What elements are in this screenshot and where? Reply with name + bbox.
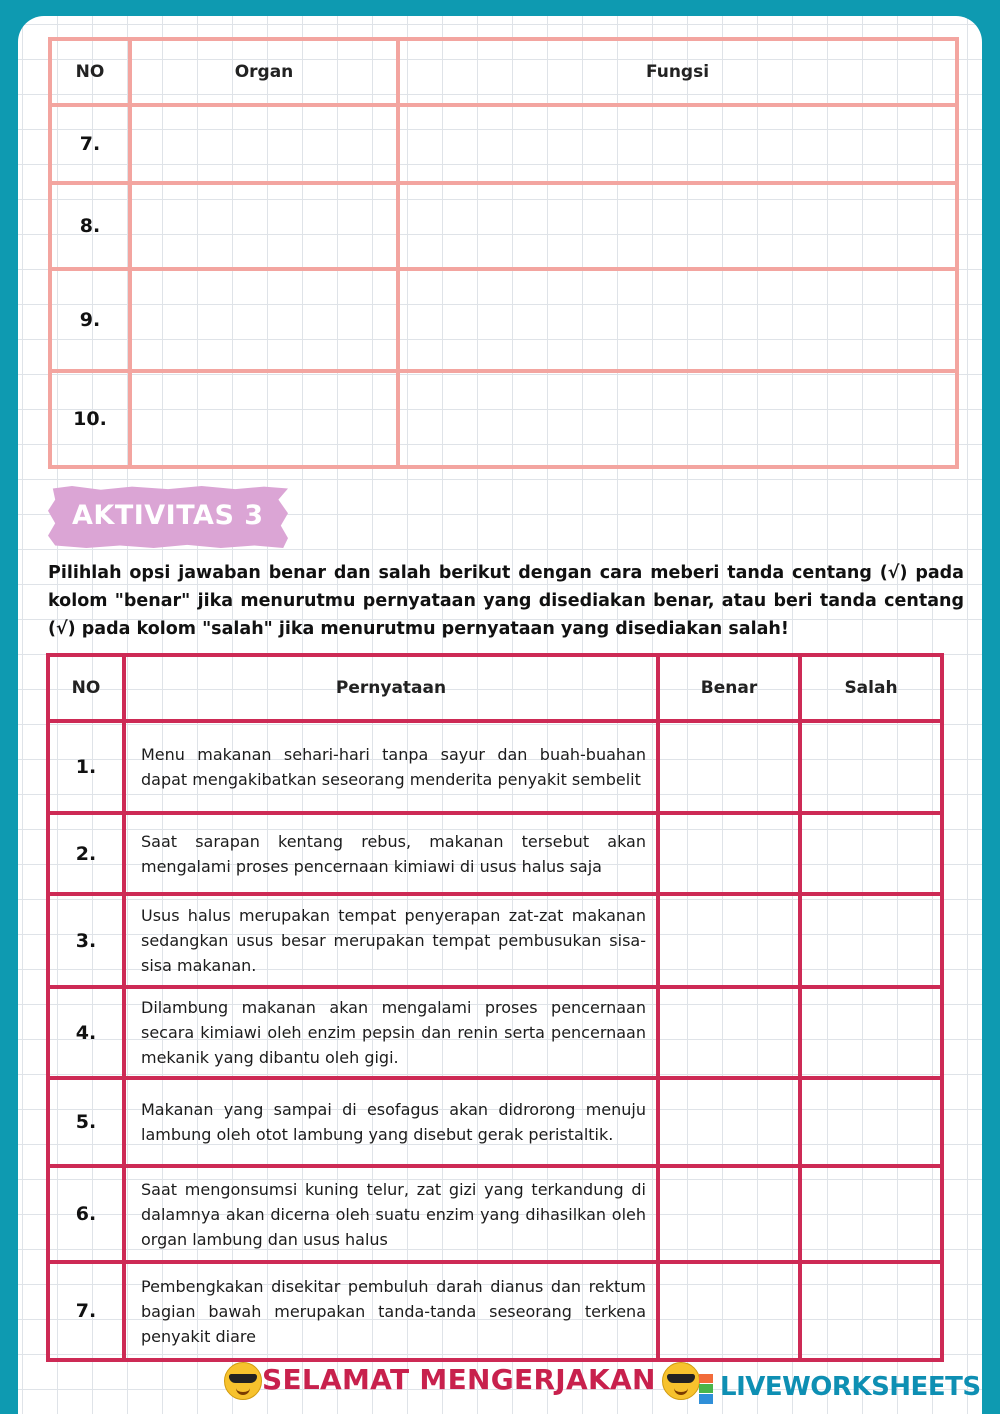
benar-checkbox-cell[interactable] [658, 813, 800, 894]
row-number: 1. [48, 721, 124, 813]
sunglasses-face-icon [662, 1362, 700, 1400]
statement-text: Pembengkakan disekitar pembuluh darah dianus dan rektum bagian bawah merupakan tanda-tanda seseorang terkena penyakit diare [124, 1262, 658, 1360]
header-organ: Organ [130, 39, 398, 105]
salah-checkbox-cell[interactable] [800, 813, 942, 894]
statement-text: Saat mengonsumsi kuning telur, zat gizi yang terkandung di dalamnya akan dicerna oleh suatu enzim yang dihasilkan oleh organ lambung dan usus halus [124, 1166, 658, 1262]
row-number: 5. [48, 1078, 124, 1166]
fungsi-answer-cell[interactable] [398, 183, 957, 269]
organ-function-table [48, 37, 959, 469]
row-number: 6. [48, 1166, 124, 1262]
header-no: NO [50, 39, 130, 105]
table-row [48, 721, 942, 813]
table-header-row [50, 39, 957, 105]
organ-answer-cell[interactable] [130, 371, 398, 467]
statement-text: Usus halus merupakan tempat penyerapan zat-zat makanan sedangkan usus besar merupakan tempat pembusukan sisa-sisa makanan. [124, 894, 658, 987]
benar-checkbox-cell[interactable] [658, 987, 800, 1078]
table-row [50, 371, 957, 467]
fungsi-answer-cell[interactable] [398, 371, 957, 467]
table-header-row [48, 655, 942, 721]
table-row [48, 1166, 942, 1262]
true-false-table [46, 653, 944, 1362]
salah-checkbox-cell[interactable] [800, 987, 942, 1078]
benar-checkbox-cell[interactable] [658, 1078, 800, 1166]
fungsi-answer-cell[interactable] [398, 269, 957, 371]
statement-text: Dilambung makanan akan mengalami proses pencernaan secara kimiawi oleh enzim pepsin dan renin serta pencernaan mekanik yang dibantu oleh gigi. [124, 987, 658, 1078]
benar-checkbox-cell[interactable] [658, 1166, 800, 1262]
fungsi-answer-cell[interactable] [398, 105, 957, 183]
row-number: 3. [48, 894, 124, 987]
statement-text: Makanan yang sampai di esofagus akan didrorong menuju lambung oleh otot lambung yang disebut gerak peristaltik. [124, 1078, 658, 1166]
benar-checkbox-cell[interactable] [658, 894, 800, 987]
header-benar: Benar [658, 655, 800, 721]
row-number: 7. [50, 105, 130, 183]
benar-checkbox-cell[interactable] [658, 721, 800, 813]
header-salah: Salah [800, 655, 942, 721]
salah-checkbox-cell[interactable] [800, 721, 942, 813]
header-fungsi: Fungsi [398, 39, 957, 105]
header-pernyataan: Pernyataan [124, 655, 658, 721]
statement-text: Saat sarapan kentang rebus, makanan tersebut akan mengalami proses pencernaan kimiawi di usus halus saja [124, 813, 658, 894]
row-number: 9. [50, 269, 130, 371]
activity-title: AKTIVITAS 3 [72, 500, 264, 531]
organ-answer-cell[interactable] [130, 183, 398, 269]
table-row [50, 269, 957, 371]
footer-message: SELAMAT MENGERJAKAN [262, 1363, 656, 1396]
salah-checkbox-cell[interactable] [800, 1166, 942, 1262]
table-row [48, 987, 942, 1078]
salah-checkbox-cell[interactable] [800, 1262, 942, 1360]
statement-text: Menu makanan sehari-hari tanpa sayur dan buah-buahan dapat mengakibatkan seseorang menderita penyakit sembelit [124, 721, 658, 813]
table-row [48, 1078, 942, 1166]
row-number: 4. [48, 987, 124, 1078]
sunglasses-face-icon [224, 1362, 262, 1400]
header-no: NO [48, 655, 124, 721]
salah-checkbox-cell[interactable] [800, 1078, 942, 1166]
organ-answer-cell[interactable] [130, 269, 398, 371]
benar-checkbox-cell[interactable] [658, 1262, 800, 1360]
row-number: 8. [50, 183, 130, 269]
row-number: 7. [48, 1262, 124, 1360]
table-row [50, 183, 957, 269]
salah-checkbox-cell[interactable] [800, 894, 942, 987]
row-number: 2. [48, 813, 124, 894]
table-row [50, 105, 957, 183]
liveworksheets-logo-icon [698, 1373, 714, 1405]
row-number: 10. [50, 371, 130, 467]
table-row [48, 813, 942, 894]
table-row [48, 894, 942, 987]
table-row [48, 1262, 942, 1360]
organ-answer-cell[interactable] [130, 105, 398, 183]
liveworksheets-watermark[interactable]: LIVEWORKSHEETS [720, 1372, 981, 1402]
worksheet-page [18, 16, 982, 1414]
instruction-text: Pilihlah opsi jawaban benar dan salah berikut dengan cara meberi tanda centang (√) pada kolom "benar" jika menurutmu pernyataan yang disediakan benar, atau beri tanda centang (√) pada kolom "salah" jika menurutmu pernyataan yang disediakan salah! [48, 563, 964, 639]
